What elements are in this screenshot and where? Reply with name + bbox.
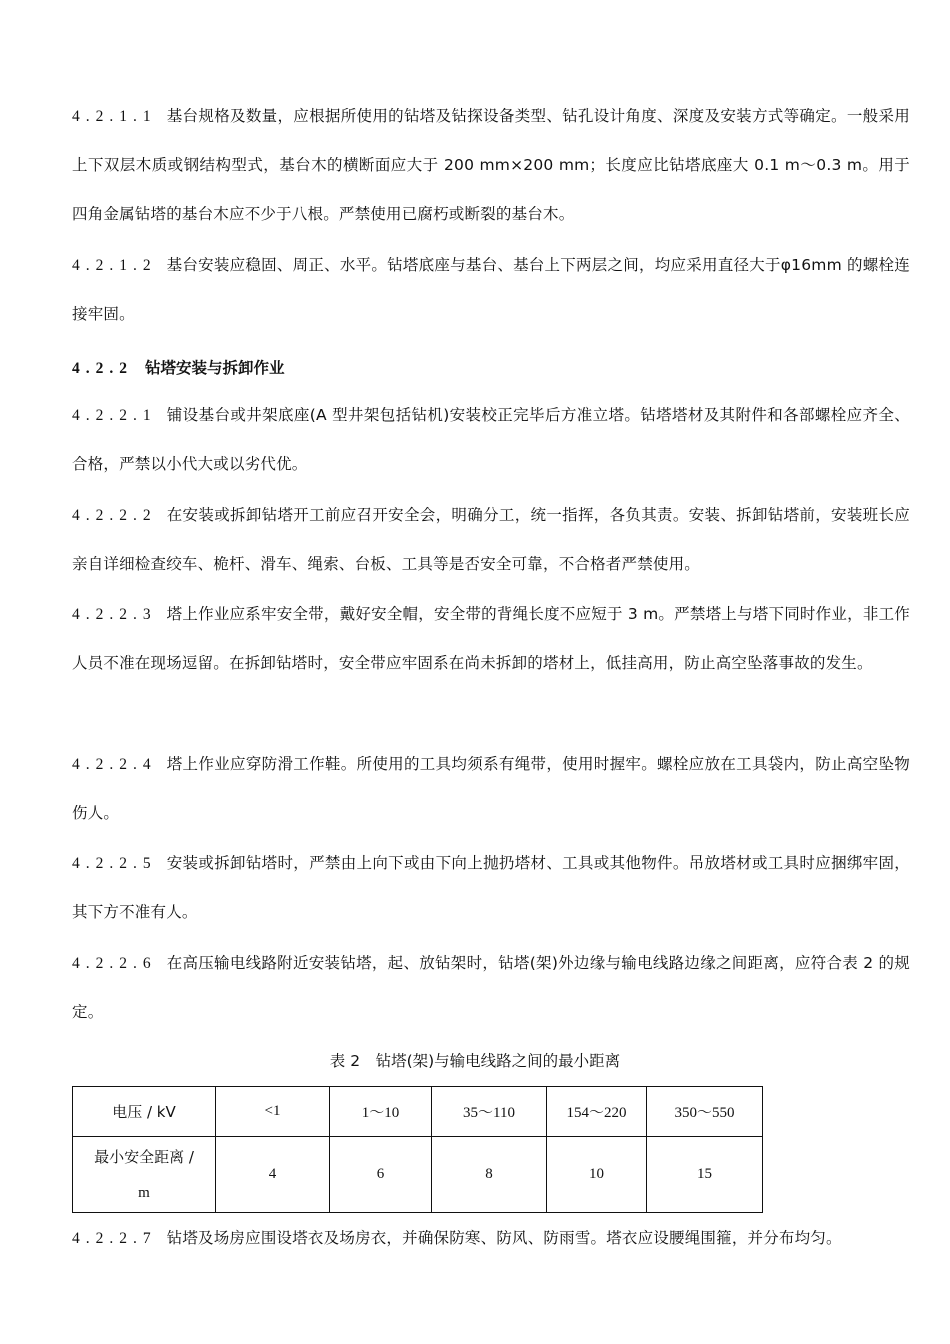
distance-cell: 4 [216,1137,330,1213]
clause-4-2-2-1 [72,391,910,489]
header-label-cell: 电压 / kV [73,1087,216,1137]
clause-4-2-2-2 [72,491,910,589]
clause-4-2-2-3 [72,590,910,688]
clause-number: 4.2.2.4 [72,756,157,773]
clause-text: 基台安装应稳固、周正、水平。钻塔底座与基台、基台上下两层之间，均应采用直径大于φ16mm 的螺栓连接牢固。 [72,256,910,323]
table-header-row [73,1087,763,1137]
clause-text: 塔上作业应穿防滑工作鞋。所使用的工具均须系有绳带，使用时握牢。螺栓应放在工具袋内，防止高空坠物伤人。 [72,755,910,822]
clause-number: 4.2.2.7 [72,1230,157,1247]
clause-4-2-1-1 [72,92,910,239]
voltage-cell: <1 [216,1087,330,1137]
clause-number: 4.2.1.2 [72,257,157,274]
voltage-cell: 154～220 [547,1087,647,1137]
clause-text: 基台规格及数量，应根据所使用的钻塔及钻探设备类型、钻孔设计角度、深度及安装方式等确定。一般采用上下双层木质或钢结构型式，基台木的横断面应大于 200 mm×200 mm；长度应比钻塔底座大 0.1 m～0.3 m。用于四角金属钻塔的基台木应不少于八根。严禁使用已腐朽或断裂的基台木。 [72,107,910,223]
row-label-unit: m [138,1184,150,1201]
clause-text: 铺设基台或井架底座(A 型井架包括钻机)安装校正完毕后方准立塔。钻塔塔材及其附件和各部螺栓应齐全、合格，严禁以小代大或以劣代优。 [72,406,910,473]
row-label-cell [73,1137,216,1213]
clause-4-2-2-5 [72,839,910,937]
clause-4-2-2-4 [72,740,910,838]
clause-text: 在高压输电线路附近安装钻塔，起、放钻架时，钻塔(架)外边缘与输电线路边缘之间距离，应符合表 2 的规定。 [72,954,910,1021]
clause-text: 钻塔及场房应围设塔衣及场房衣，并确保防寒、防风、防雨雪。塔衣应设腰绳围箍，并分布均匀。 [166,1229,842,1247]
row-label-line: 最小安全距离 / [94,1147,194,1166]
distance-cell: 15 [647,1137,763,1213]
clause-4-2-1-2 [72,241,910,339]
section-title: 钻塔安装与拆卸作业 [145,359,285,377]
clause-4-2-2-7 [72,1214,910,1263]
distance-cell: 8 [432,1137,547,1213]
section-heading-4-2-2 [72,356,285,378]
clause-number: 4.2.2.3 [72,606,157,623]
clause-text: 在安装或拆卸钻塔开工前应召开安全会，明确分工，统一指挥，各负其责。安装、拆卸钻塔前，安装班长应亲自详细检查绞车、桅杆、滑车、绳索、台板、工具等是否安全可靠，不合格者严禁使用。 [72,506,910,573]
distance-cell: 10 [547,1137,647,1213]
voltage-cell: 1～10 [330,1087,432,1137]
section-number: 4.2.2 [72,360,133,377]
clause-number: 4.2.2.2 [72,507,157,524]
clause-text: 塔上作业应系牢安全带，戴好安全帽，安全带的背绳长度不应短于 3 m。严禁塔上与塔下同时作业，非工作人员不准在现场逗留。在拆卸钻塔时，安全带应牢固系在尚未拆卸的塔材上，低挂高用，防止高空坠落事故的发生。 [72,605,910,672]
clause-number: 4.2.1.1 [72,108,157,125]
clause-number: 4.2.2.1 [72,407,157,424]
clause-4-2-2-6 [72,939,910,1037]
clause-text: 安装或拆卸钻塔时，严禁由上向下或由下向上抛扔塔材、工具或其他物件。吊放塔材或工具时应捆绑牢固，其下方不准有人。 [72,854,910,921]
voltage-cell: 35～110 [432,1087,547,1137]
distance-table [72,1086,763,1213]
table-caption: 表 2 钻塔(架)与输电线路之间的最小距离 [329,1052,621,1070]
table-data-row [73,1137,763,1213]
clause-number: 4.2.2.6 [72,955,157,972]
voltage-cell: 350～550 [647,1087,763,1137]
clause-number: 4.2.2.5 [72,855,157,872]
distance-cell: 6 [330,1137,432,1213]
